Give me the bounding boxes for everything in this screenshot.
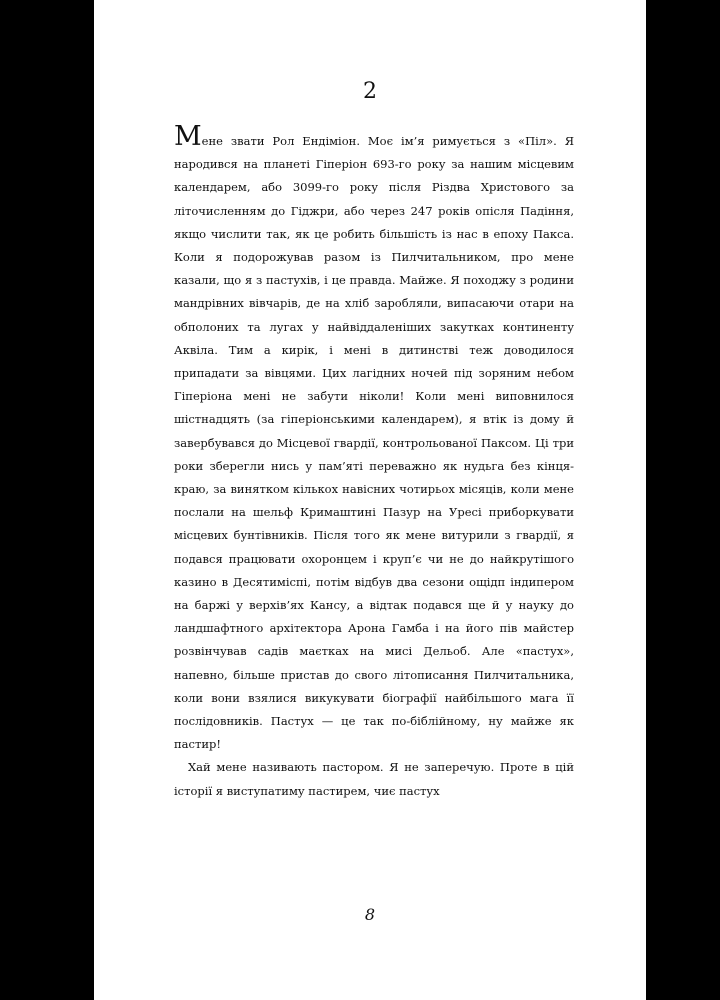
book-page [94, 0, 646, 1000]
paragraph-1-text: ене звати Рол Ендіміон. Моє ім’я римується з «Піл». Я народився на планеті Гіперіон 693-го року за нашим місцевим календарем, або 3099-го року після Різдва Христового за літочисленням до Гіджри, або через 247 років опісля Падіння, якщо числити так, як це робить більшість із нас в епоху Пакса. Коли я подорожував разом із Пилчитальником, про мене казали, що я з пастухів, і це правда. Майже. Я походжу з родини мандрівних вівчарів, де на хліб заробляли, випасаючи отари на обполоних та лугах у найвіддаленіших закутках континенту Аквіла. Тим а кирік, і мені в дитинстві теж доводилося припадати за вівцями. Цих лагідних ночей під зоряним небом Гіперіона мені не забути ніколи! Коли мені виповнилося шістнадцять (за гіперіонськими календарем), я втік із дому й завербувався до Місцевої гвардії, контрольованої Паксом. Ці три роки зберегли нись у пам’яті переважно як нудьга без кінця-краю, за винятком кількох навісних чотирьох місяців, коли мене послали на шельф Кримаштині Пазур на Уресі приборкувати місцевих бунтівників. Після того як мене витурили з гвардії, я подався працювати охоронцем і круп’є чи не до найкрутішого казино в Десятиміспі, потім відбув два сезони ощідп індипером на баржі у верхів’ях Кансу, а відтак подався ще й у науку до ландшафтного архітектора Арона Гамба і на його пів майстер розвінчував садів маєтках на мисі Дельоб. Але «пастух», напевно, більше пристав до свого літописання Пилчитальника, коли вони взялися викукувати біографії найбільшого мага її послідовників. Пастух — це так по-біблійному, ну майже як пастир! [174, 134, 574, 752]
body-text [174, 121, 574, 803]
paragraph-1 [174, 121, 574, 756]
paragraph-2: Хай мене називають пастором. Я не заперечую. Проте в цій історії я виступатиму пастирем, чиє пастух [174, 760, 574, 798]
drop-cap: М [174, 121, 202, 152]
page-number: 8 [364, 905, 376, 924]
chapter-number: 2 [363, 79, 377, 104]
